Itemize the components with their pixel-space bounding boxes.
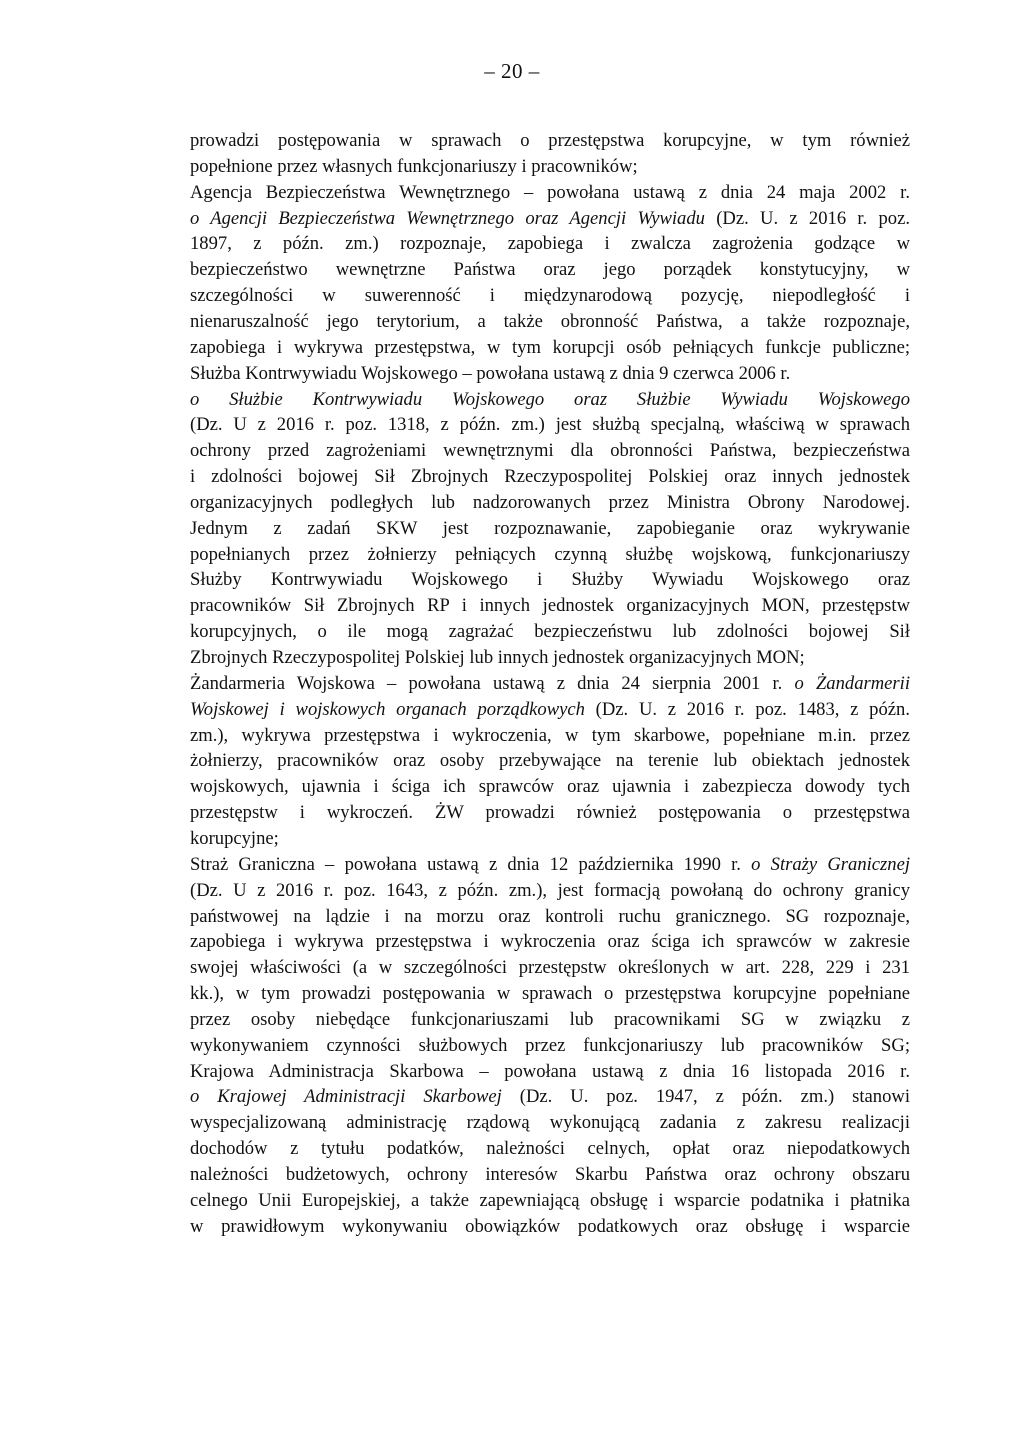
text-line	[190, 1136, 910, 1162]
text-segment: przez osoby niebędące funkcjonariuszami lub pracownikami SG w związku z	[190, 1009, 910, 1030]
citation-title: o Żandarmerii	[794, 673, 910, 694]
text-line	[190, 697, 910, 723]
text-segment: należności budżetowych, ochrony interesów Skarbu Państwa oraz ochrony obszaru	[190, 1164, 910, 1185]
text-line	[190, 878, 910, 904]
text-line	[190, 154, 910, 180]
text-line	[190, 180, 910, 206]
text-line	[190, 464, 910, 490]
text-line	[190, 438, 910, 464]
text-line	[190, 904, 910, 930]
citation-title: o Straży Granicznej	[751, 854, 910, 875]
text-segment: ochrony przed zagrożeniami wewnętrznymi dla obronności Państwa, bezpieczeństwa	[190, 440, 910, 461]
text-line	[190, 412, 910, 438]
text-segment: 1897, z późn. zm.) rozpoznaje, zapobiega i zwalcza zagrożenia godzące w	[190, 233, 910, 254]
text-segment: Krajowa Administracja Skarbowa – powołana ustawą z dnia 16 listopada 2016 r.	[190, 1061, 910, 1082]
text-line	[190, 671, 910, 697]
text-segment: zm.), wykrywa przestępstwa i wykroczenia, w tym skarbowe, popełniane m.in. przez	[190, 725, 910, 746]
text-line	[190, 929, 910, 955]
text-segment: popełnianych przez żołnierzy pełniących czynną służbę wojskową, funkcjonariuszy	[190, 544, 910, 565]
text-segment: (Dz. U z 2016 r. poz. 1643, z późn. zm.), jest formacją powołaną do ochrony granicy	[190, 880, 910, 901]
text-segment: korupcyjne;	[190, 828, 279, 849]
text-line	[190, 542, 910, 568]
text-segment: (Dz. U z 2016 r. poz. 1318, z późn. zm.) jest służbą specjalną, właściwą w sprawach	[190, 414, 910, 435]
text-segment: popełnione przez własnych funkcjonariuszy i pracowników;	[190, 156, 638, 177]
text-line	[190, 490, 910, 516]
text-segment: nienaruszalność jego terytorium, a także obronność Państwa, a także rozpoznaje,	[190, 311, 910, 332]
text-segment: szczególności w suwerenność i międzynarodową pozycję, niepodległość i	[190, 285, 910, 306]
text-segment: wykonywaniem czynności służbowych przez funkcjonariuszy lub pracowników SG;	[190, 1035, 910, 1056]
text-line	[190, 1059, 910, 1085]
text-segment: organizacyjnych podległych lub nadzorowanych przez Ministra Obrony Narodowej.	[190, 492, 910, 513]
text-segment: Jednym z zadań SKW jest rozpoznawanie, zapobieganie oraz wykrywanie	[190, 518, 910, 539]
text-segment: swojej właściwości (a w szczególności przestępstw określonych w art. 228, 229 i 231	[190, 957, 910, 978]
text-segment: Służby Kontrwywiadu Wojskowego i Służby Wywiadu Wojskowego oraz	[190, 569, 910, 590]
text-segment: (Dz. U. z 2016 r. poz.	[704, 208, 910, 229]
text-segment: (Dz. U. z 2016 r. poz. 1483, z późn.	[584, 699, 910, 720]
text-segment: Żandarmeria Wojskowa – powołana ustawą z dnia 24 sierpnia 2001 r.	[190, 673, 795, 694]
citation-title: o Krajowej Administracji Skarbowej	[190, 1086, 502, 1107]
text-segment: korupcyjnych, o ile mogą zagrażać bezpieczeństwu lub zdolności bojowej Sił	[190, 621, 910, 642]
text-line	[190, 852, 910, 878]
text-segment: w prawidłowym wykonywaniu obowiązków podatkowych oraz obsługę i wsparcie	[190, 1216, 910, 1237]
text-segment: wyspecjalizowaną administrację rządową wykonującą zadania z zakresu realizacji	[190, 1112, 910, 1133]
text-line	[190, 309, 910, 335]
text-line	[190, 1214, 910, 1240]
text-segment: pracowników Sił Zbrojnych RP i innych jednostek organizacyjnych MON, przestępstw	[190, 595, 910, 616]
text-line	[190, 1084, 910, 1110]
text-segment: i zdolności bojowej Sił Zbrojnych Rzeczypospolitej Polskiej oraz innych jednostek	[190, 466, 910, 487]
text-line	[190, 1033, 910, 1059]
citation-title: o Służbie Kontrwywiadu Wojskowego oraz Służbie Wywiadu Wojskowego	[190, 389, 910, 410]
text-segment: Straż Graniczna – powołana ustawą z dnia 12 października 1990 r.	[190, 854, 752, 875]
text-segment: (Dz. U. poz. 1947, z późn. zm.) stanowi	[501, 1086, 910, 1107]
text-line	[190, 1110, 910, 1136]
text-segment: państwowej na lądzie i na morzu oraz kontroli ruchu granicznego. SG rozpoznaje,	[190, 906, 910, 927]
citation-title: o Agencji Bezpieczeństwa Wewnętrznego oraz Agencji Wywiadu	[190, 208, 705, 229]
text-segment: wojskowych, ujawnia i ściga ich sprawców oraz ujawnia i zabezpiecza dowody tych	[190, 776, 910, 797]
text-line	[190, 1162, 910, 1188]
text-segment: przestępstw i wykroczeń. ŻW prowadzi również postępowania o przestępstwa	[190, 802, 910, 823]
page-number: – 20 –	[484, 59, 540, 83]
text-line	[190, 955, 910, 981]
text-segment: Zbrojnych Rzeczypospolitej Polskiej lub innych jednostek organizacyjnych MON;	[190, 647, 805, 668]
text-segment: prowadzi postępowania w sprawach o przestępstwa korupcyjne, w tym również	[190, 130, 910, 151]
text-line	[190, 1007, 910, 1033]
text-segment: żołnierzy, pracowników oraz osoby przebywające na terenie lub obiektach jednostek	[190, 750, 910, 771]
text-segment: dochodów z tytułu podatków, należności celnych, opłat oraz niepodatkowych	[190, 1138, 910, 1159]
text-line	[190, 335, 910, 361]
text-segment: zapobiega i wykrywa przestępstwa i wykroczenia oraz ściga ich sprawców w zakresie	[190, 931, 910, 952]
text-line	[190, 826, 910, 852]
text-line	[190, 645, 910, 671]
text-line	[190, 231, 910, 257]
text-segment: zapobiega i wykrywa przestępstwa, w tym korupcji osób pełniących funkcje publiczne;	[190, 337, 910, 358]
text-segment: Służba Kontrwywiadu Wojskowego – powołana ustawą z dnia 9 czerwca 2006 r.	[190, 363, 791, 384]
text-line	[190, 567, 910, 593]
text-line	[190, 774, 910, 800]
text-line	[190, 1188, 910, 1214]
text-line	[190, 128, 910, 154]
text-line	[190, 800, 910, 826]
text-line	[190, 748, 910, 774]
citation-title: Wojskowej i wojskowych organach porządkowych	[190, 699, 585, 720]
text-segment: celnego Unii Europejskiej, a także zapewniającą obsługę i wsparcie podatnika i płatnika	[190, 1190, 910, 1211]
text-line	[190, 283, 910, 309]
text-line	[190, 257, 910, 283]
text-segment: bezpieczeństwo wewnętrzne Państwa oraz jego porządek konstytucyjny, w	[190, 259, 910, 280]
text-line	[190, 619, 910, 645]
text-segment: Agencja Bezpieczeństwa Wewnętrznego – powołana ustawą z dnia 24 maja 2002 r.	[190, 182, 910, 203]
text-line	[190, 516, 910, 542]
text-line	[190, 361, 910, 387]
text-line	[190, 206, 910, 232]
text-line	[190, 387, 910, 413]
text-segment: kk.), w tym prowadzi postępowania w sprawach o przestępstwa korupcyjne popełniane	[190, 983, 910, 1004]
text-line	[190, 593, 910, 619]
text-line	[190, 981, 910, 1007]
text-line	[190, 723, 910, 749]
